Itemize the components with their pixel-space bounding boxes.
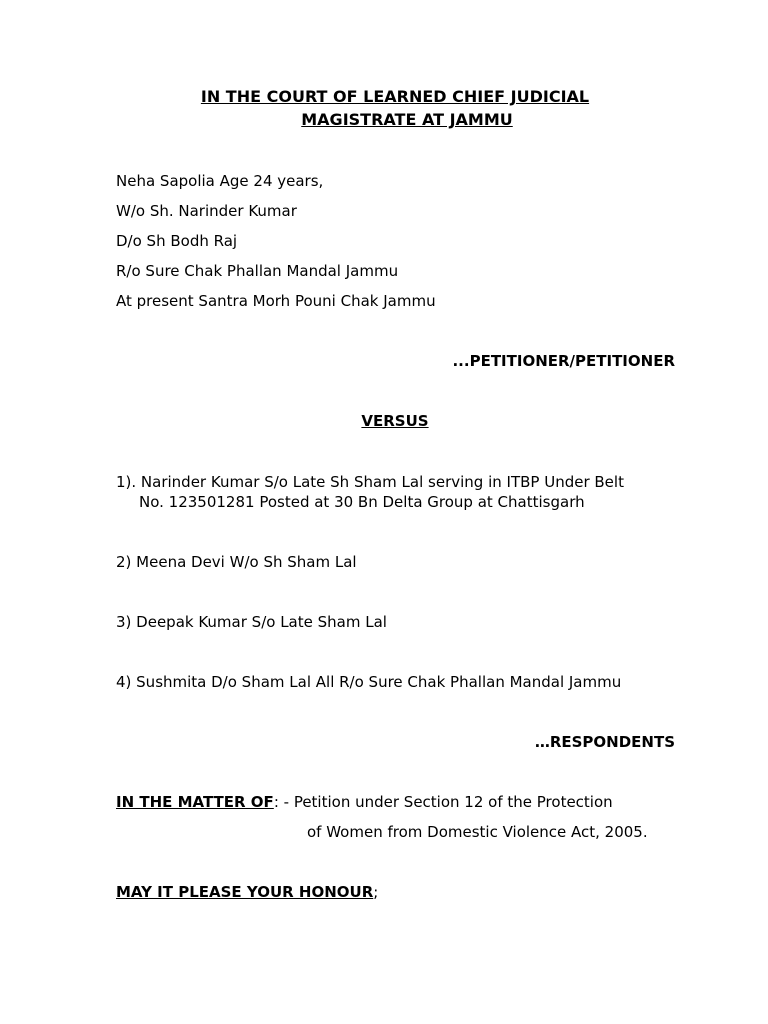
- matter-text-1: : - Petition under Section 12 of the Protection: [273, 793, 613, 811]
- court-heading-line1: IN THE COURT OF LEARNED CHIEF JUDICIAL: [200, 87, 590, 106]
- petitioner-present-address: At present Santra Morh Pouni Chak Jammu: [116, 292, 436, 310]
- respondent-4: 4) Sushmita D/o Sham Lal All R/o Sure Chak Phallan Mandal Jammu: [116, 673, 622, 691]
- petitioner-role: ...PETITIONER/PETITIONER: [452, 352, 675, 370]
- address-line: [116, 882, 378, 902]
- respondent-1-line1: 1). Narinder Kumar S/o Late Sh Sham Lal serving in ITBP Under Belt: [116, 473, 624, 491]
- address-punct: ;: [373, 883, 379, 901]
- versus-heading: VERSUS: [361, 412, 429, 430]
- matter-text-2: of Women from Domestic Violence Act, 2005.: [307, 823, 648, 841]
- petitioner-father: D/o Sh Bodh Raj: [116, 232, 238, 250]
- matter-line: [116, 792, 613, 812]
- petitioner-residence: R/o Sure Chak Phallan Mandal Jammu: [116, 262, 399, 280]
- matter-label: IN THE MATTER OF: [116, 793, 274, 811]
- respondents-role: …RESPONDENTS: [534, 733, 675, 751]
- petitioner-husband: W/o Sh. Narinder Kumar: [116, 202, 297, 220]
- respondent-2: 2) Meena Devi W/o Sh Sham Lal: [116, 553, 357, 571]
- respondent-1-line2: No. 123501281 Posted at 30 Bn Delta Group at Chattisgarh: [139, 493, 585, 511]
- petitioner-name: Neha Sapolia Age 24 years,: [116, 172, 324, 190]
- address-label: MAY IT PLEASE YOUR HONOUR: [116, 883, 374, 901]
- court-heading-line2: MAGISTRATE AT JAMMU: [301, 110, 513, 129]
- respondent-3: 3) Deepak Kumar S/o Late Sham Lal: [116, 613, 387, 631]
